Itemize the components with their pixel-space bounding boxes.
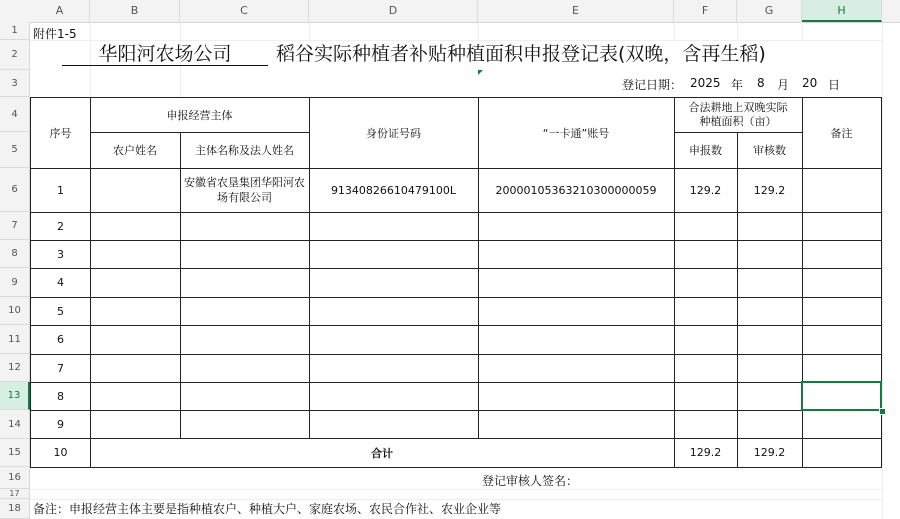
row-header-6[interactable]: 6 [0,168,30,212]
header-seq[interactable]: 序号 [30,97,91,169]
row-header-9[interactable]: 9 [0,268,30,297]
header-declared[interactable]: 申报数 [674,132,738,169]
empty-cell[interactable] [737,354,803,383]
empty-cell[interactable] [309,410,479,439]
column-header-g[interactable]: G [737,0,802,22]
total-remark[interactable] [802,438,882,468]
cell-account[interactable]: 20000105363210300000059 [478,168,675,213]
row-header-12[interactable]: 12 [0,354,30,382]
column-header-c[interactable]: C [180,0,309,22]
empty-cell[interactable] [90,354,181,383]
cell-farmer[interactable] [90,168,181,213]
empty-cell[interactable] [180,212,310,241]
empty-cell[interactable] [674,410,738,439]
empty-cell[interactable] [309,268,479,298]
column-header-bar [0,0,900,23]
empty-cell[interactable] [90,382,181,411]
comment-marker [478,70,483,75]
empty-cell[interactable] [309,240,479,269]
row-header-18[interactable]: 18 [0,499,30,519]
row-seq[interactable]: 9 [30,410,91,439]
empty-cell[interactable] [674,297,738,326]
empty-cell[interactable] [737,240,803,269]
row-seq[interactable]: 7 [30,354,91,383]
empty-cell[interactable] [802,325,882,355]
empty-cell[interactable] [737,382,803,411]
reviewer-label: 登记审核人签名： [482,474,579,488]
empty-cell[interactable] [478,325,675,355]
empty-cell[interactable] [478,297,675,326]
empty-cell[interactable] [737,212,803,241]
row-seq[interactable]: 8 [30,382,91,411]
cell-id[interactable]: 91340826610479100L [309,168,479,213]
empty-cell[interactable] [737,297,803,326]
empty-cell[interactable] [478,382,675,411]
empty-cell[interactable] [309,212,479,241]
column-header-e[interactable]: E [478,0,674,22]
row-header-16[interactable]: 16 [0,467,30,489]
row-header-17[interactable]: 17 [0,489,30,499]
row-seq[interactable]: 6 [30,325,91,355]
row-header-13[interactable]: 13 [0,382,30,410]
month-unit: 月 [777,78,790,92]
column-header-d[interactable]: D [309,0,478,22]
row-header-14[interactable]: 14 [0,410,30,439]
column-header-h[interactable]: H [802,0,882,22]
row-seq[interactable]: 2 [30,212,91,241]
cell-remark[interactable] [802,168,882,213]
empty-cell[interactable] [674,325,738,355]
reg-date-label: 登记日期： [622,78,683,92]
reg-day: 20 [802,76,818,90]
fill-handle[interactable] [879,408,886,415]
empty-cell[interactable] [180,325,310,355]
header-farmer-name[interactable]: 农户姓名 [90,132,181,169]
empty-cell[interactable] [802,410,882,439]
empty-cell[interactable] [90,268,181,298]
row-header-7[interactable]: 7 [0,212,30,240]
cell-audited[interactable]: 129.2 [737,168,803,213]
empty-cell[interactable] [802,212,882,241]
empty-cell[interactable] [180,382,310,411]
empty-cell[interactable] [180,297,310,326]
empty-cell[interactable] [309,382,479,411]
empty-cell[interactable] [180,240,310,269]
row-header-15[interactable]: 15 [0,439,30,467]
empty-cell[interactable] [90,240,181,269]
header-remark[interactable]: 备注 [802,97,882,169]
empty-cell[interactable] [674,268,738,298]
footnote: 备注：申报经营主体主要是指种植农户、种植大户、家庭农场、农民合作社、农业企业等 [33,502,502,516]
header-area[interactable]: 合法耕地上双晚实际种植面积（亩） [674,97,803,133]
empty-cell[interactable] [802,297,882,326]
empty-cell[interactable] [309,297,479,326]
column-header-f[interactable]: F [674,0,737,22]
header-entity-name[interactable]: 主体名称及法人姓名 [180,132,310,169]
row-seq[interactable]: 4 [30,268,91,298]
reg-year: 2025 [690,76,721,90]
total-seq[interactable]: 10 [30,438,91,468]
row-header-8[interactable]: 8 [0,240,30,268]
empty-cell[interactable] [674,354,738,383]
empty-cell[interactable] [309,354,479,383]
column-header-a[interactable]: A [30,0,90,22]
empty-cell[interactable] [674,382,738,411]
title-text: 稻谷实际种植者补贴种植面积申报登记表(双晚，含再生稻) [276,43,766,65]
row-header-2[interactable]: 2 [0,40,30,70]
row-seq[interactable]: 3 [30,240,91,269]
header-id-code[interactable]: 身份证号码 [309,97,479,169]
row-header-10[interactable]: 10 [0,297,30,325]
year-unit: 年 [731,78,744,92]
reg-month: 8 [757,76,765,90]
empty-cell[interactable] [180,354,310,383]
empty-cell[interactable] [180,410,310,439]
empty-cell[interactable] [478,240,675,269]
empty-cell[interactable] [737,410,803,439]
total-declared[interactable]: 129.2 [674,438,738,468]
row-header-3[interactable]: 3 [0,70,30,97]
empty-cell[interactable] [737,325,803,355]
active-cell-h13[interactable] [801,381,882,411]
attachment-label: 附件1-5 [33,27,77,41]
empty-cell[interactable] [802,268,882,298]
row-header-5[interactable]: 5 [0,132,30,168]
empty-cell[interactable] [478,354,675,383]
empty-cell[interactable] [478,212,675,241]
empty-cell[interactable] [90,212,181,241]
row-seq[interactable]: 5 [30,297,91,326]
header-entity[interactable]: 申报经营主体 [90,97,310,133]
empty-cell[interactable] [478,268,675,298]
empty-cell[interactable] [180,268,310,298]
empty-cell[interactable] [737,268,803,298]
column-header-b[interactable]: B [90,0,180,22]
empty-cell[interactable] [674,240,738,269]
row-header-4[interactable]: 4 [0,97,30,132]
empty-cell[interactable] [90,410,181,439]
empty-cell[interactable] [802,354,882,383]
cell-declared[interactable]: 129.2 [674,168,738,213]
total-audited[interactable]: 129.2 [737,438,803,468]
empty-cell[interactable] [802,240,882,269]
empty-cell[interactable] [478,410,675,439]
empty-cell[interactable] [309,325,479,355]
row-header-1[interactable]: 1 [0,22,30,40]
row-header-11[interactable]: 11 [0,325,30,354]
header-audited[interactable]: 审核数 [737,132,803,169]
cell-entity[interactable]: 安徽省农垦集团华阳河农场有限公司 [180,168,310,213]
total-label[interactable]: 合计 [90,438,675,468]
header-card-account[interactable]: “一卡通”账号 [478,97,675,169]
title-company: 华阳河农场公司 [62,43,268,66]
day-unit: 日 [828,78,841,92]
empty-cell[interactable] [674,212,738,241]
cell-seq[interactable]: 1 [30,168,91,213]
empty-cell[interactable] [90,297,181,326]
empty-cell[interactable] [90,325,181,355]
